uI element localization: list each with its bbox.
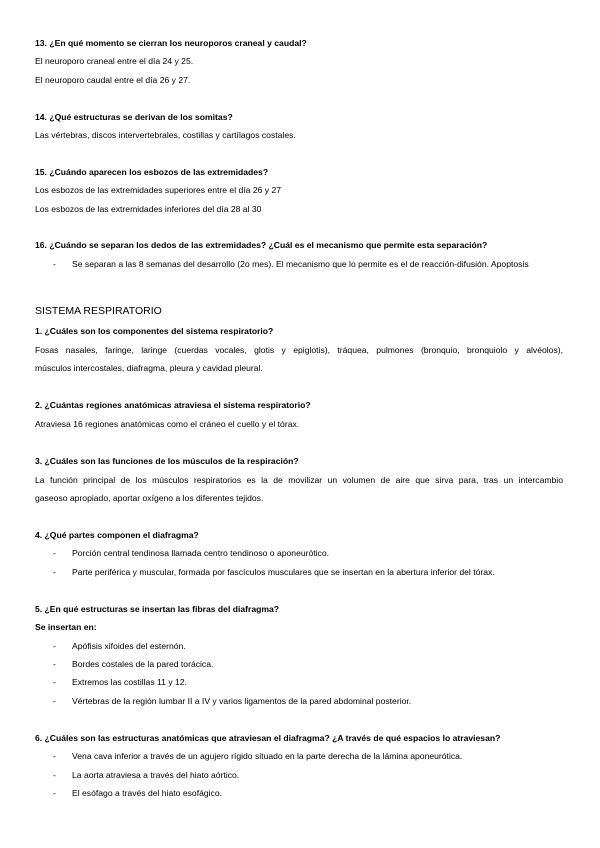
answer-13-1: El neuroporo craneal entre el día 24 y 25. [35,56,194,66]
answer-15-1: Los esbozos de las extremidades superiores entre el día 26 y 27 [35,185,282,195]
answer-15-2: Los esbozos de las extremidades inferiores del día 28 al 30 [35,204,262,214]
question-r3: 3. ¿Cuáles son las funciones de los músculos de la respiración? [35,456,299,466]
answer-r2: Atraviesa 16 regiones anatómicas como el cráneo el cuello y el tórax. [35,419,300,429]
bullet-dash: - [53,659,56,669]
answer-r4-1: Porción central tendinosa llamada centro tendinoso o aponeurótico. [72,548,330,558]
answer-r3-line1: La función principal de los músculos respiratorios es la de movilizar un volumen de aire que sirva para, tras un intercambio [35,475,563,485]
answer-r5-2: Bordes costales de la pared torácica. [72,659,214,669]
bullet-dash: - [53,677,56,687]
bullet-dash: - [53,259,56,269]
answer-r6-3: El esófago a través del hiato esofágico. [72,788,223,798]
bullet-dash: - [53,751,56,761]
answer-r3-line2: gaseoso apropiado, aportar oxígeno a los diferentes tejidos. [35,493,264,503]
question-r4: 4. ¿Qué partes componen el diafragma? [35,530,199,540]
answer-14-1: Las vértebras, discos intervertebrales, costillas y cartílagos costales. [35,130,296,140]
question-r1: 1. ¿Cuáles son los componentes del sistema respiratorio? [35,326,274,336]
question-r2: 2. ¿Cuántas regiones anatómicas atraviesa el sistema respiratorio? [35,400,311,410]
answer-r5-1: Apófisis xifoides del esternón. [72,641,186,651]
bullet-dash: - [53,788,56,798]
question-r5: 5. ¿En qué estructuras se insertan las fibras del diafragma? [35,604,280,614]
answer-16-1: Se separan a las 8 semanas del desarrollo (2o mes). El mecanismo que lo permite es el de reacción-difusión. Apoptosis [72,259,529,269]
question-16: 16. ¿Cuándo se separan los dedos de las extremidades? ¿Cuál es el mecanismo que permite esta separación? [35,240,488,250]
bullet-dash: - [53,548,56,558]
question-13: 13. ¿En qué momento se cierran los neuroporos craneal y caudal? [35,38,307,48]
answer-r1-line1: Fosas nasales, faringe, laringe (cuerdas vocales, glotis y epiglotis), tráquea, pulmones (bronquio, bronquiolo y alvéolos), [35,345,563,355]
answer-r4-2: Parte periférica y muscular, formada por fascículos musculares que se insertan en la abertura inferior del tórax. [72,567,495,577]
answer-r5-4: Vértebras de la región lumbar II a IV y varios ligamentos de la pared abdominal posterior. [72,696,412,706]
bullet-dash: - [53,770,56,780]
bullet-dash: - [53,696,56,706]
answer-r1-line2: músculos intercostales, diafragma, pleura y cavidad pleural. [35,363,263,373]
bullet-dash: - [53,641,56,651]
answer-13-2: El neuroporo caudal entre el día 26 y 27. [35,75,191,85]
answer-r5-3: Extremos las costillas 11 y 12. [72,677,187,687]
section-title: SISTEMA RESPIRATORIO [35,305,162,317]
answer-r5-intro: Se insertan en: [35,622,97,632]
question-15: 15. ¿Cuándo aparecen los esbozos de las extremidades? [35,167,269,177]
answer-r6-2: La aorta atraviesa a través del hiato aórtico. [72,770,240,780]
bullet-dash: - [53,567,56,577]
answer-r6-1: Vena cava inferior a través de un agujero rígido situado en la parte derecha de la lámina aponeurótica. [72,751,463,761]
question-14: 14. ¿Qué estructuras se derivan de los somitas? [35,112,233,122]
question-r6: 6. ¿Cuáles son las estructuras anatómicas que atraviesan el diafragma? ¿A través de qué espacios lo atraviesan? [35,733,501,743]
